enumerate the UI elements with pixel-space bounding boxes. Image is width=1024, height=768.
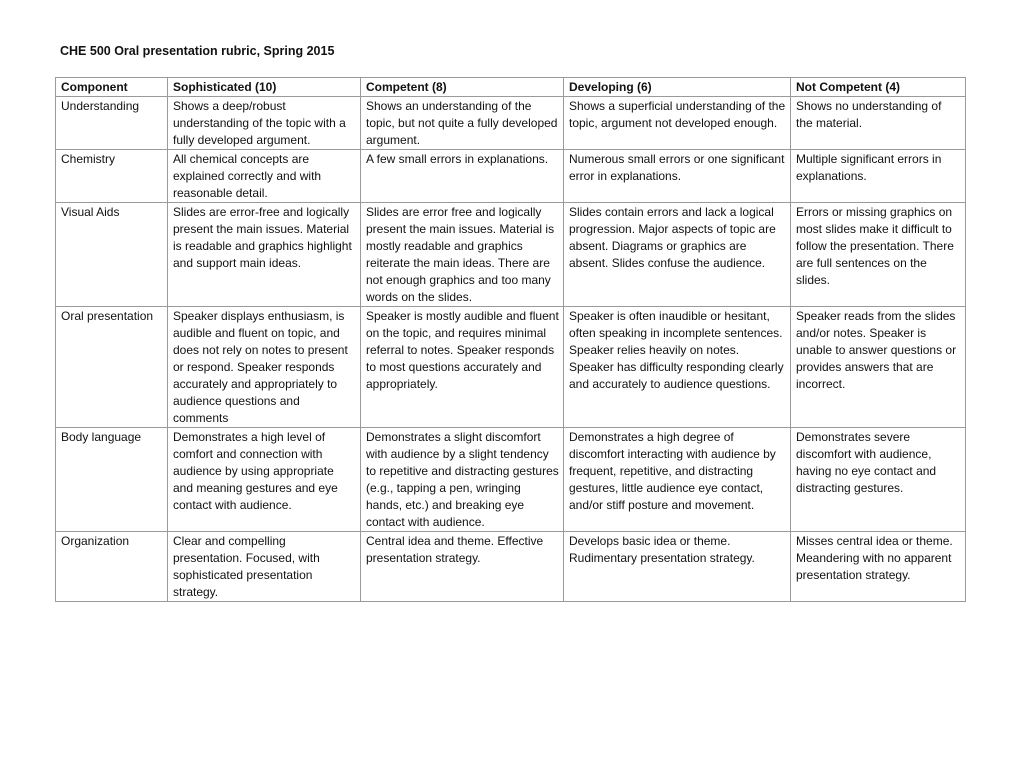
- cell-developing: Shows a superficial understanding of the topic, argument not developed enough.: [564, 97, 791, 150]
- cell-developing: Numerous small errors or one significant error in explanations.: [564, 150, 791, 203]
- rubric-row-chemistry: [56, 150, 966, 203]
- cell-not-competent: Errors or missing graphics on most slides make it difficult to follow the presentation. There are full sentences on the slides.: [791, 203, 966, 307]
- cell-not-competent: Multiple significant errors in explanations.: [791, 150, 966, 203]
- row-label: Chemistry: [56, 150, 168, 203]
- cell-competent: Slides are error free and logically present the main issues. Material is mostly readable and graphics reiterate the main ideas. There are not enough graphics and too many words on the slides.: [361, 203, 564, 307]
- cell-developing: Speaker is often inaudible or hesitant, often speaking in incomplete sentences. Speaker relies heavily on notes. Speaker has difficulty responding clearly and accurately to audience questions.: [564, 307, 791, 428]
- rubric-row-organization: [56, 532, 966, 602]
- row-label: Understanding: [56, 97, 168, 150]
- column-header-developing: Developing (6): [564, 78, 791, 97]
- rubric-table: [55, 77, 966, 602]
- cell-not-competent: Misses central idea or theme. Meandering with no apparent presentation strategy.: [791, 532, 966, 602]
- cell-competent: Shows an understanding of the topic, but not quite a fully developed argument.: [361, 97, 564, 150]
- column-header-competent: Competent (8): [361, 78, 564, 97]
- rubric-row-oral-presentation: [56, 307, 966, 428]
- cell-sophisticated: Clear and compelling presentation. Focused, with sophisticated presentation strategy.: [168, 532, 361, 602]
- cell-competent: A few small errors in explanations.: [361, 150, 564, 203]
- rubric-header-row: [56, 78, 966, 97]
- cell-developing: Demonstrates a high degree of discomfort interacting with audience by frequent, repetitive, and distracting gestures, little audience eye contact, and/or stiff posture and movement.: [564, 428, 791, 532]
- cell-not-competent: Demonstrates severe discomfort with audience, having no eye contact and distracting gestures.: [791, 428, 966, 532]
- cell-sophisticated: Slides are error-free and logically present the main issues. Material is readable and graphics highlight and support main ideas.: [168, 203, 361, 307]
- cell-competent: Speaker is mostly audible and fluent on the topic, and requires minimal referral to notes. Speaker responds to most questions accurately and appropriately.: [361, 307, 564, 428]
- rubric-row-body-language: [56, 428, 966, 532]
- row-label: Oral presentation: [56, 307, 168, 428]
- column-header-sophisticated: Sophisticated (10): [168, 78, 361, 97]
- column-header-not-competent: Not Competent (4): [791, 78, 966, 97]
- cell-sophisticated: Speaker displays enthusiasm, is audible and fluent on topic, and does not rely on notes to present or respond. Speaker responds accurately and appropriately to audience questions and comments: [168, 307, 361, 428]
- rubric-row-visual-aids: [56, 203, 966, 307]
- cell-competent: Central idea and theme. Effective presentation strategy.: [361, 532, 564, 602]
- cell-sophisticated: All chemical concepts are explained correctly and with reasonable detail.: [168, 150, 361, 203]
- row-label: Body language: [56, 428, 168, 532]
- cell-developing: Develops basic idea or theme. Rudimentary presentation strategy.: [564, 532, 791, 602]
- cell-sophisticated: Shows a deep/robust understanding of the topic with a fully developed argument.: [168, 97, 361, 150]
- row-label: Visual Aids: [56, 203, 168, 307]
- cell-sophisticated: Demonstrates a high level of comfort and connection with audience by using appropriate and meaning gestures and eye contact with audience.: [168, 428, 361, 532]
- cell-not-competent: Speaker reads from the slides and/or notes. Speaker is unable to answer questions or provides answers that are incorrect.: [791, 307, 966, 428]
- cell-not-competent: Shows no understanding of the material.: [791, 97, 966, 150]
- column-header-component: Component: [56, 78, 168, 97]
- row-label: Organization: [56, 532, 168, 602]
- document-title: CHE 500 Oral presentation rubric, Spring 2015: [60, 44, 335, 58]
- rubric-row-understanding: [56, 97, 966, 150]
- cell-competent: Demonstrates a slight discomfort with audience by a slight tendency to repetitive and distracting gestures (e.g., tapping a pen, wringing hands, etc.) and breaking eye contact with audience.: [361, 428, 564, 532]
- cell-developing: Slides contain errors and lack a logical progression. Major aspects of topic are absent. Diagrams or graphics are absent. Slides confuse the audience.: [564, 203, 791, 307]
